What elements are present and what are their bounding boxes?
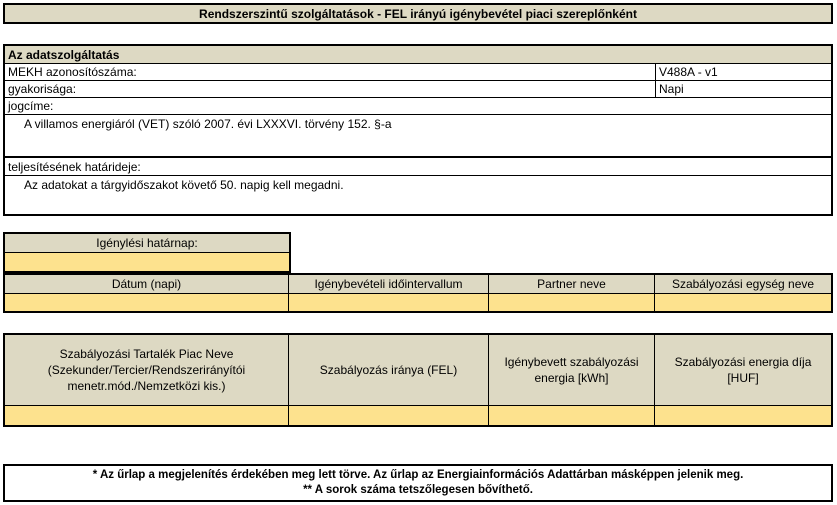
column-header-regulation-unit-name: Szabályozási egység neve	[654, 275, 831, 293]
request-deadline-input-cell[interactable]	[5, 253, 289, 271]
column-header-usage-interval: Igénybevételi időintervallum	[288, 275, 488, 293]
form-title-bar	[3, 3, 833, 24]
request-deadline-block	[3, 232, 291, 273]
table-row	[5, 64, 831, 81]
reserve-market-name-input-cell[interactable]	[5, 406, 288, 425]
legal-title-value: A villamos energiáról (VET) szóló 2007. évi LXXXVI. törvény 152. §-a	[5, 115, 831, 158]
column-header-date: Dátum (napi)	[111, 277, 182, 291]
column-header-regulation-energy-fee: Szabályozási energia díja [HUF]	[654, 335, 831, 405]
frequency-value: Napi	[655, 81, 831, 97]
regulation-market-table	[3, 333, 833, 427]
used-regulation-energy-input-cell[interactable]	[488, 406, 654, 425]
regulation-market-header-row	[5, 335, 831, 406]
partner-name-input-cell[interactable]	[488, 294, 654, 311]
table-row	[5, 81, 831, 98]
data-service-table	[3, 44, 833, 216]
mekh-id-value: V488A - v1	[655, 64, 831, 80]
daily-data-input-row	[5, 294, 831, 311]
frequency-label: gyakorisága:	[8, 82, 77, 96]
request-deadline-header: Igénylési határnap:	[5, 234, 289, 253]
deadline-label: teljesítésének határideje:	[5, 158, 831, 176]
column-header-regulation-direction: Szabályozás iránya (FEL)	[288, 335, 488, 405]
column-header-reserve-market-name: Szabályozási Tartalék Piac Neve (Szekunder/Tercier/Rendszerirányítói menetr.mód./Nemzetközi kis.)	[47, 346, 246, 394]
date-input-cell[interactable]	[5, 294, 288, 311]
legal-title-label: jogcíme:	[5, 98, 831, 115]
regulation-market-input-row	[5, 406, 831, 425]
column-header-partner-name: Partner neve	[488, 275, 654, 293]
column-header-used-regulation-energy: Igénybevett szabályozási energia [kWh]	[488, 335, 654, 405]
usage-interval-input-cell[interactable]	[288, 294, 488, 311]
footer-notes-box	[3, 464, 833, 502]
data-service-section-header: Az adatszolgáltatás	[5, 46, 831, 64]
deadline-value: Az adatokat a tárgyidőszakot követő 50. napig kell megadni.	[24, 178, 344, 192]
regulation-direction-input-cell[interactable]	[288, 406, 488, 425]
mekh-id-label: MEKH azonosítószáma:	[8, 65, 137, 79]
form-title: Rendszerszintű szolgáltatások - FEL irányú igénybevétel piaci szereplőnként	[199, 6, 637, 21]
daily-data-table	[3, 273, 833, 313]
footer-note-line1: * Az űrlap a megjelenítés érdekében meg lett törve. Az űrlap az Energiainformációs Adattárban másképpen jelenik meg.	[92, 469, 744, 482]
footer-note-line2: ** A sorok száma tetszőlegesen bővíthető.	[303, 484, 533, 496]
regulation-unit-name-input-cell[interactable]	[654, 294, 831, 311]
regulation-energy-fee-input-cell[interactable]	[654, 406, 831, 425]
daily-data-header-row	[5, 275, 831, 294]
